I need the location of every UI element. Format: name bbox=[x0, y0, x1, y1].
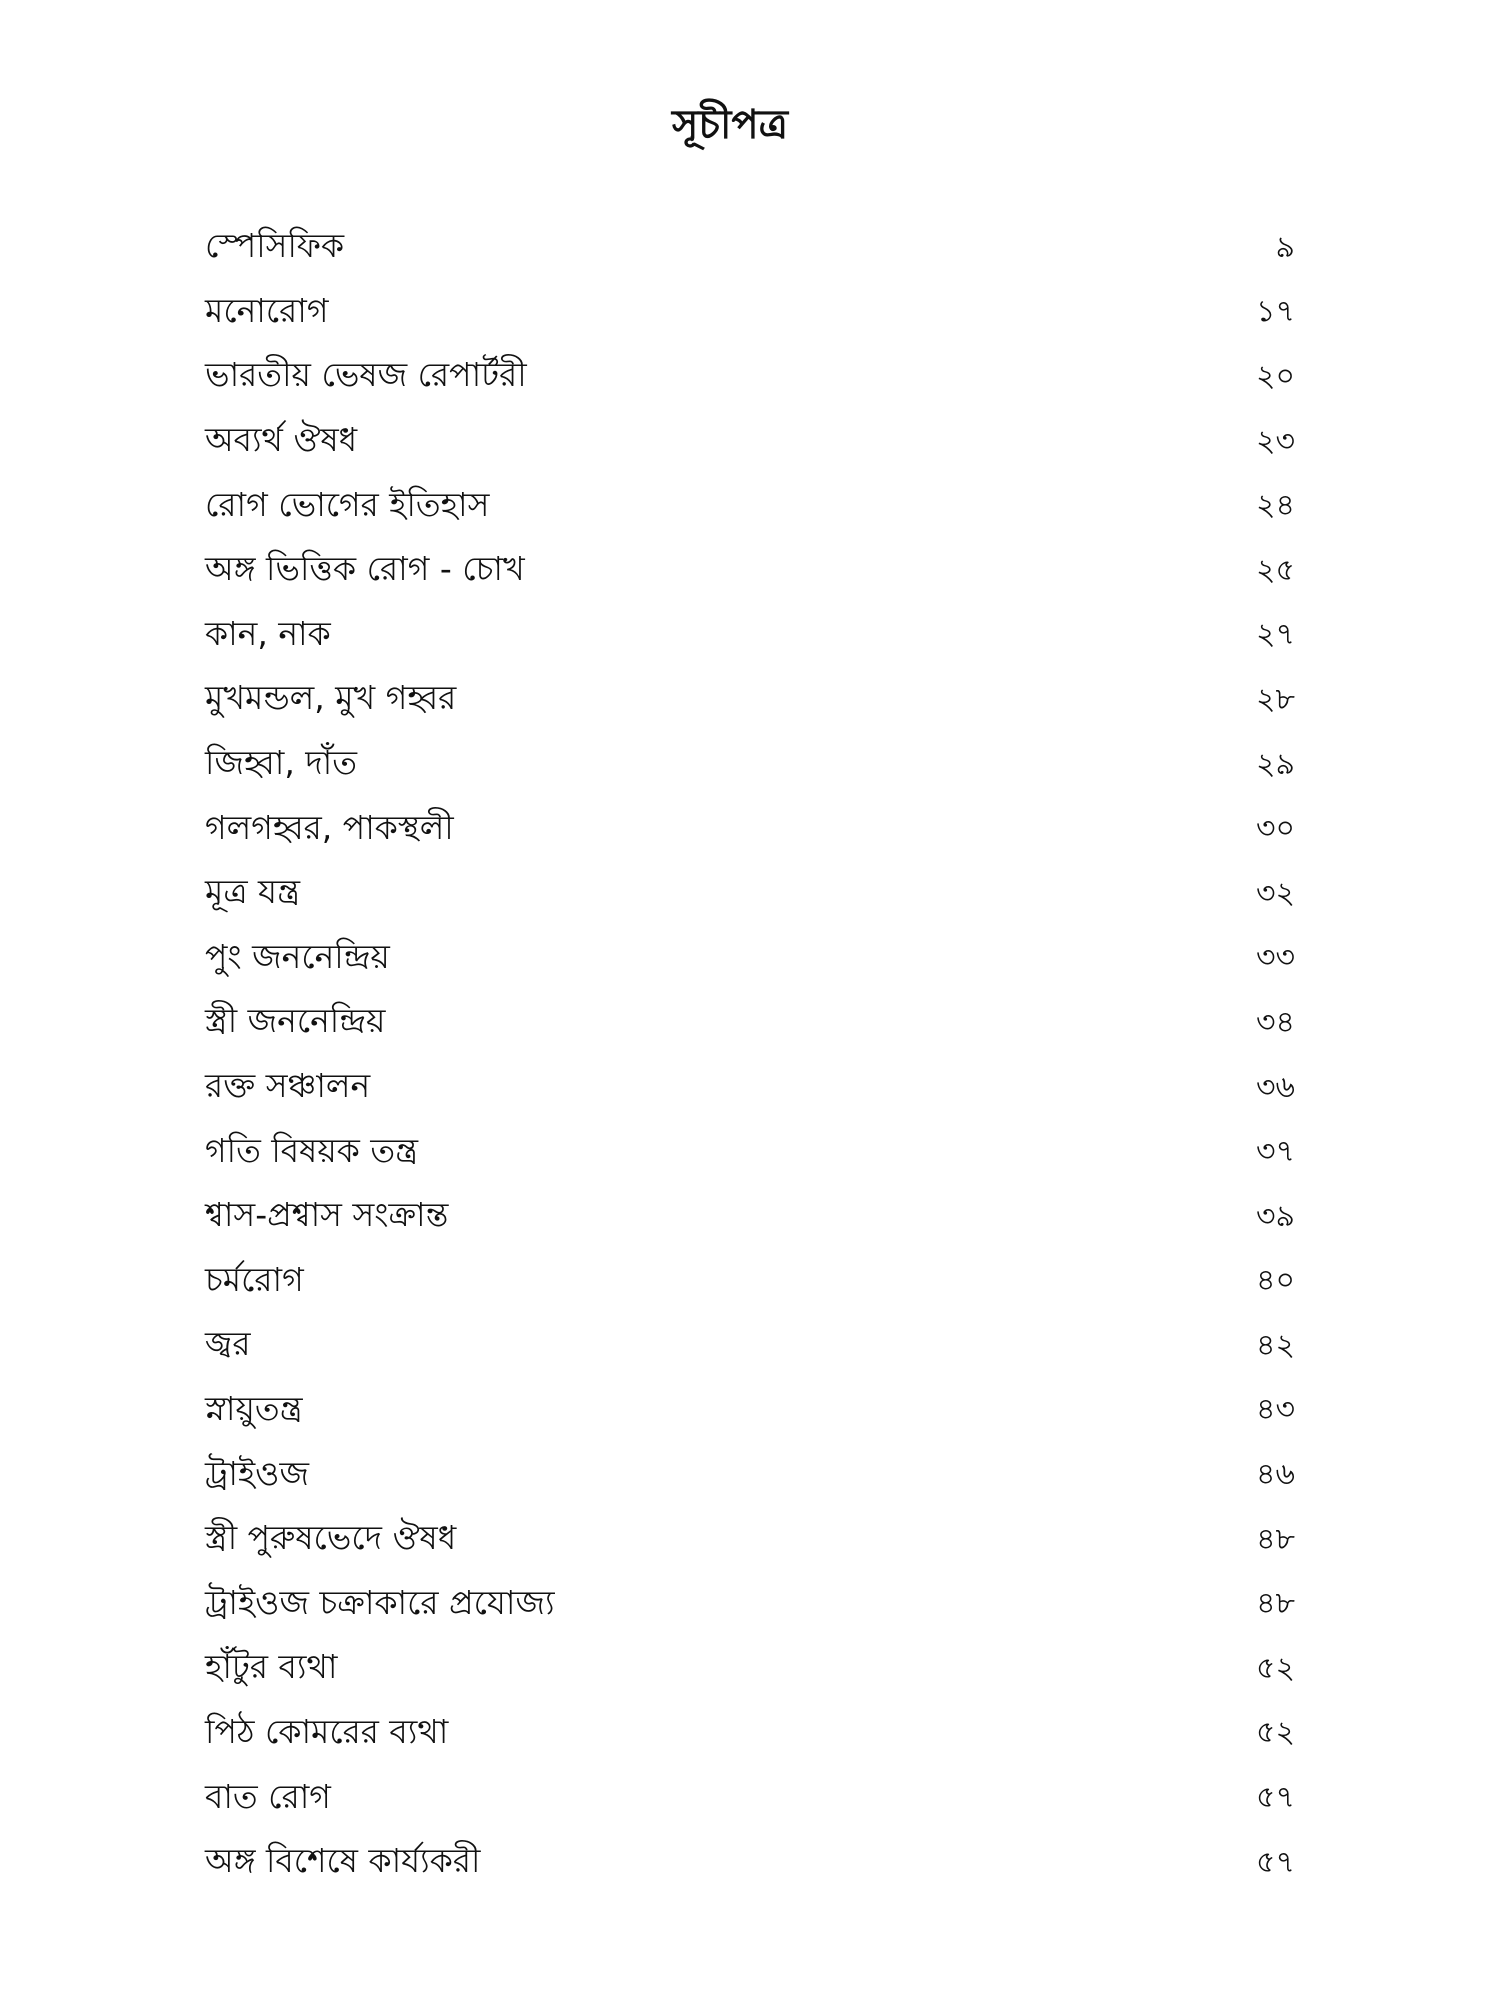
toc-entry bbox=[205, 410, 1295, 475]
toc-entry-page: ২৫ bbox=[1256, 552, 1295, 588]
toc-entry-page: ৫২ bbox=[1256, 1650, 1295, 1686]
toc-entry-page: ২৩ bbox=[1255, 423, 1295, 459]
toc-entry-page: ৯ bbox=[1275, 229, 1295, 265]
toc-entry-page: ৩৬ bbox=[1255, 1069, 1295, 1105]
toc-entry-page: ২০ bbox=[1255, 358, 1295, 394]
toc-entry-page: ৪২ bbox=[1256, 1327, 1295, 1363]
toc-entry-page: ২৪ bbox=[1256, 488, 1295, 524]
toc-entry-label: কান, নাক bbox=[205, 613, 331, 653]
toc-entry-page: ৪০ bbox=[1256, 1263, 1295, 1299]
toc-entry-page: ৩৩ bbox=[1255, 940, 1295, 976]
toc-entry-label: ভারতীয় ভেষজ রেপার্টরী bbox=[205, 355, 527, 395]
toc-entry-label: স্নায়ুতন্ত্র bbox=[205, 1388, 303, 1428]
toc-entry bbox=[205, 604, 1295, 669]
toc-entry-page: ৩৯ bbox=[1256, 1198, 1295, 1234]
toc-entry-label: স্ত্রী জননেন্দ্রিয় bbox=[205, 1001, 386, 1041]
toc-entry-label: রোগ ভোগের ইতিহাস bbox=[205, 484, 490, 524]
toc-entry-page: ৪৮ bbox=[1256, 1521, 1295, 1557]
toc-entry-page: ৪৩ bbox=[1256, 1392, 1295, 1428]
toc-entry-label: ট্রাইওজ bbox=[205, 1453, 309, 1493]
toc-entry-label: পিঠ কোমরের ব্যথা bbox=[205, 1711, 449, 1751]
toc-entry bbox=[205, 927, 1295, 992]
toc-entry-page: ৩০ bbox=[1255, 811, 1295, 847]
toc-entry-page: ২৭ bbox=[1255, 617, 1295, 653]
toc-entry bbox=[205, 1572, 1295, 1637]
toc-entry bbox=[205, 797, 1295, 862]
toc-entry bbox=[205, 1831, 1295, 1896]
toc-entry bbox=[205, 668, 1295, 733]
toc-entry-label: হাঁটুর ব্যথা bbox=[205, 1647, 338, 1687]
toc-entry-label: গলগহ্বর, পাকস্থলী bbox=[205, 807, 454, 847]
toc-entry bbox=[205, 1250, 1295, 1315]
toc-entry-label: অব্যর্থ ঔষধ bbox=[205, 420, 358, 460]
toc-entry bbox=[205, 733, 1295, 798]
toc-entry-label: মনোরোগ bbox=[205, 290, 329, 330]
table-of-contents bbox=[205, 216, 1295, 1895]
toc-entry-label: স্পেসিফিক bbox=[205, 226, 345, 266]
toc-entry bbox=[205, 1120, 1295, 1185]
toc-entry bbox=[205, 1185, 1295, 1250]
toc-entry bbox=[205, 1508, 1295, 1573]
toc-entry-page: ৫৭ bbox=[1256, 1780, 1295, 1816]
toc-entry bbox=[205, 1702, 1295, 1767]
toc-entry bbox=[205, 1443, 1295, 1508]
toc-entry-page: ১৭ bbox=[1256, 294, 1295, 330]
toc-entry-page: ৪৬ bbox=[1256, 1457, 1295, 1493]
toc-entry-label: চর্মরোগ bbox=[205, 1259, 304, 1299]
toc-entry-page: ৩৭ bbox=[1255, 1134, 1295, 1170]
toc-entry-label: বাত রোগ bbox=[205, 1776, 331, 1816]
toc-entry bbox=[205, 281, 1295, 346]
toc-entry bbox=[205, 216, 1295, 281]
toc-entry bbox=[205, 345, 1295, 410]
toc-entry bbox=[205, 1314, 1295, 1379]
toc-entry-label: রক্ত সঞ্চালন bbox=[205, 1066, 371, 1106]
toc-entry bbox=[205, 1766, 1295, 1831]
toc-entry-page: ৪৮ bbox=[1256, 1586, 1295, 1622]
toc-entry-page: ৩৪ bbox=[1256, 1004, 1295, 1040]
toc-entry-label: জ্বর bbox=[205, 1324, 251, 1364]
toc-entry-label: মুখমন্ডল, মুখ গহ্বর bbox=[205, 678, 457, 718]
toc-entry-label: ট্রাইওজ চক্রাকারে প্রযোজ্য bbox=[205, 1582, 555, 1622]
toc-entry-label: শ্বাস-প্রশ্বাস সংক্রান্ত bbox=[205, 1195, 449, 1235]
toc-entry-page: ৫২ bbox=[1256, 1715, 1295, 1751]
toc-entry-label: স্ত্রী পুরুষভেদে ঔষধ bbox=[205, 1518, 457, 1558]
toc-entry bbox=[205, 1056, 1295, 1121]
toc-entry-page: ২৯ bbox=[1256, 746, 1295, 782]
toc-entry bbox=[205, 862, 1295, 927]
toc-entry-page: ৩২ bbox=[1255, 875, 1295, 911]
toc-entry bbox=[205, 1379, 1295, 1444]
toc-entry-label: মূত্র যন্ত্র bbox=[205, 872, 300, 912]
toc-entry-label: গতি বিষয়ক তন্ত্র bbox=[205, 1130, 419, 1170]
toc-entry-label: অঙ্গ ভিত্তিক রোগ - চোখ bbox=[205, 549, 525, 589]
toc-entry-page: ২৮ bbox=[1256, 681, 1295, 717]
toc-entry-label: জিহ্বা, দাঁত bbox=[205, 743, 357, 783]
toc-entry-page: ৫৭ bbox=[1256, 1844, 1295, 1880]
toc-entry-label: পুং জননেন্দ্রিয় bbox=[205, 936, 390, 976]
toc-entry bbox=[205, 991, 1295, 1056]
toc-entry bbox=[205, 539, 1295, 604]
toc-entry-label: অঙ্গ বিশেষে কার্য্যকরী bbox=[205, 1841, 481, 1881]
toc-entry bbox=[205, 474, 1295, 539]
page-title: সূচীপত্র bbox=[672, 102, 788, 148]
toc-entry bbox=[205, 1637, 1295, 1702]
